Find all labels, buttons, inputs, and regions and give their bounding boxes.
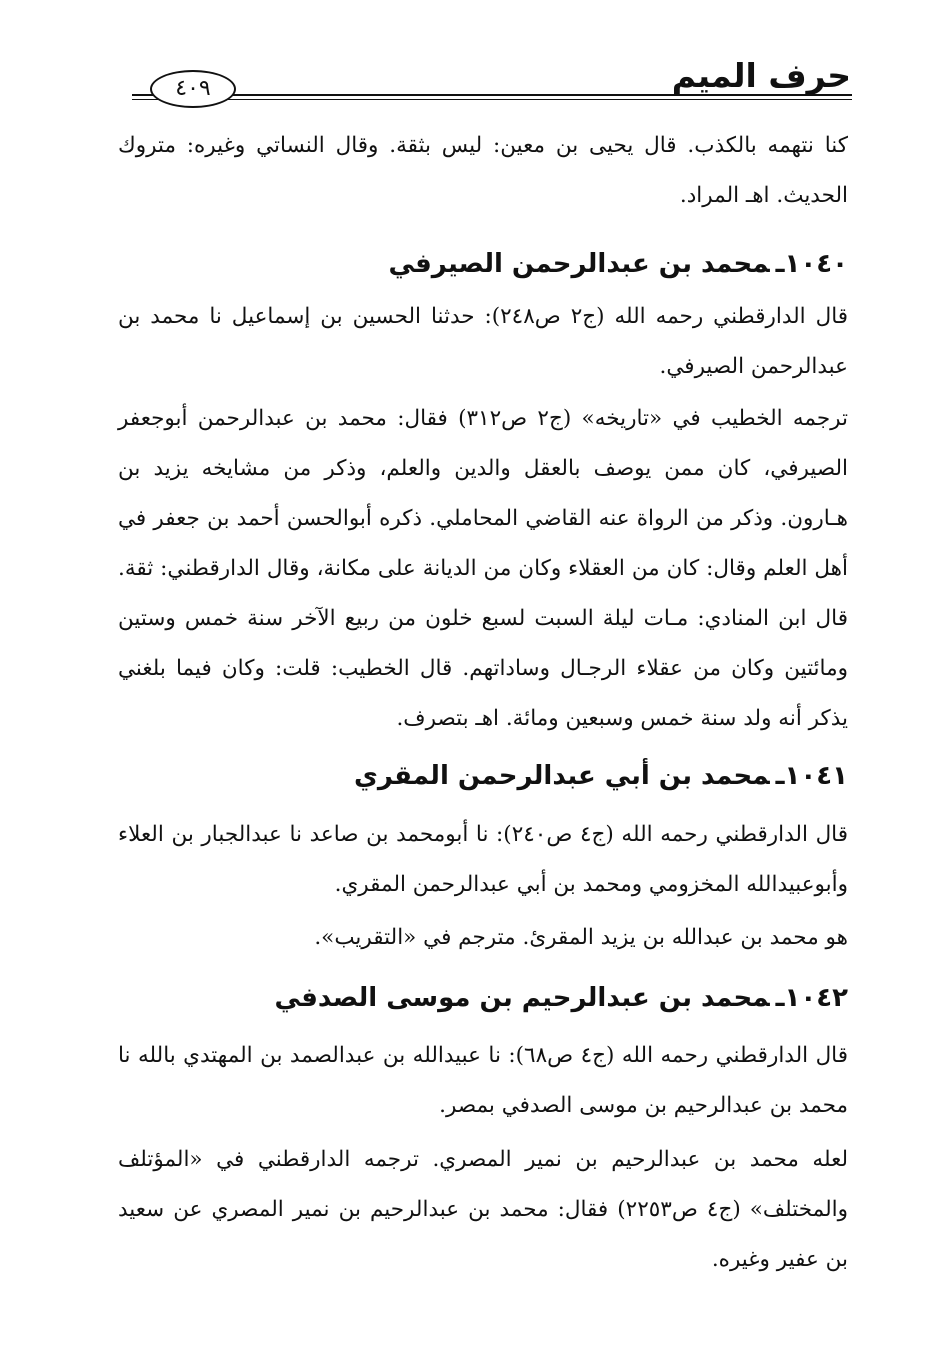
entry-number: ١٠٤٢ـ xyxy=(775,983,848,1013)
entry-heading-1040 xyxy=(118,244,848,284)
entry-heading-1042 xyxy=(118,978,848,1018)
entry-number: ١٠٤١ـ xyxy=(775,761,848,791)
entry-heading-1041 xyxy=(118,756,848,796)
paragraph: هو محمد بن عبدالله بن يزيد المقرئ. مترجم في «التقريب». xyxy=(314,925,848,950)
page-number: ٤٠٩ xyxy=(150,70,236,108)
entry-name: محمد بن عبدالرحمن الصيرفي xyxy=(388,249,770,279)
paragraph: كنا نتهمه بالكذب. قال يحيى بن معين: ليس بثقة. وقال النساتي وغيره: متروك الحديث. اهـ المراد. xyxy=(118,133,848,208)
page-content xyxy=(118,0,848,1369)
paragraph: قال الدارقطني رحمه الله (ج٤ ص٦٨): نا عبيدالله بن عبدالصمد بن المهتدي بالله نا محمد بن عبدالرحيم بن موسى الصدفي بمصر. xyxy=(118,1043,849,1118)
paragraph: قال الدارقطني رحمه الله (ج٢ ص٢٤٨): حدثنا الحسين بن إسماعيل نا محمد بن عبدالرحمن الصيرفي. xyxy=(118,304,849,379)
paragraph: ترجمه الخطيب في «تاريخه» (ج٢ ص٣١٢) فقال: محمد بن عبدالرحمن أبوجعفر الصيرفي، كان ممن يوصف بالعقل والدين والعلم، وذكر من مشايخه يزيد بن هـارون. وذكر من الرواة عنه القاضي المحاملي. ذكره أبوالحسن أحمد بن جعفر في أهل العلم وقال: كان من العقلاء وكان من الديانة على مكانة، وقال الدارقطني: ثقة. قال ابن المنادي: مـات ليلة السبت لسبع خلون من ربيع الآخر سنة خمس وستين ومائتين وكان من عقلاء الرجـال وساداتهم. قال الخطيب: قلت: وكان فيما بلغني يذكر أنه ولد سنة خمس وسبعين ومائة. اهـ بتصرف. xyxy=(118,406,848,731)
entry-name: محمد بن أبي عبدالرحمن المقري xyxy=(354,761,770,791)
entry-number: ١٠٤٠ـ xyxy=(775,249,848,279)
paragraph: لعله محمد بن عبدالرحيم بن نمير المصري. ترجمه الدارقطني في «المؤتلف والمختلف» (ج٤ ص٢٢٥٣) فقال: محمد بن عبدالرحيم بن نمير المصري عن سعيد بن عفير وغيره. xyxy=(118,1147,848,1272)
entry-name: محمد بن عبدالرحيم بن موسى الصدفي xyxy=(274,983,770,1013)
paragraph: قال الدارقطني رحمه الله (ج٤ ص٢٤٠): نا أبومحمد بن صاعد نا عبدالجبار بن العلاء وأبوعبيدالله المخزومي ومحمد بن أبي عبدالرحمن المقري. xyxy=(118,822,849,897)
chapter-title: حرف الميم xyxy=(671,56,851,95)
